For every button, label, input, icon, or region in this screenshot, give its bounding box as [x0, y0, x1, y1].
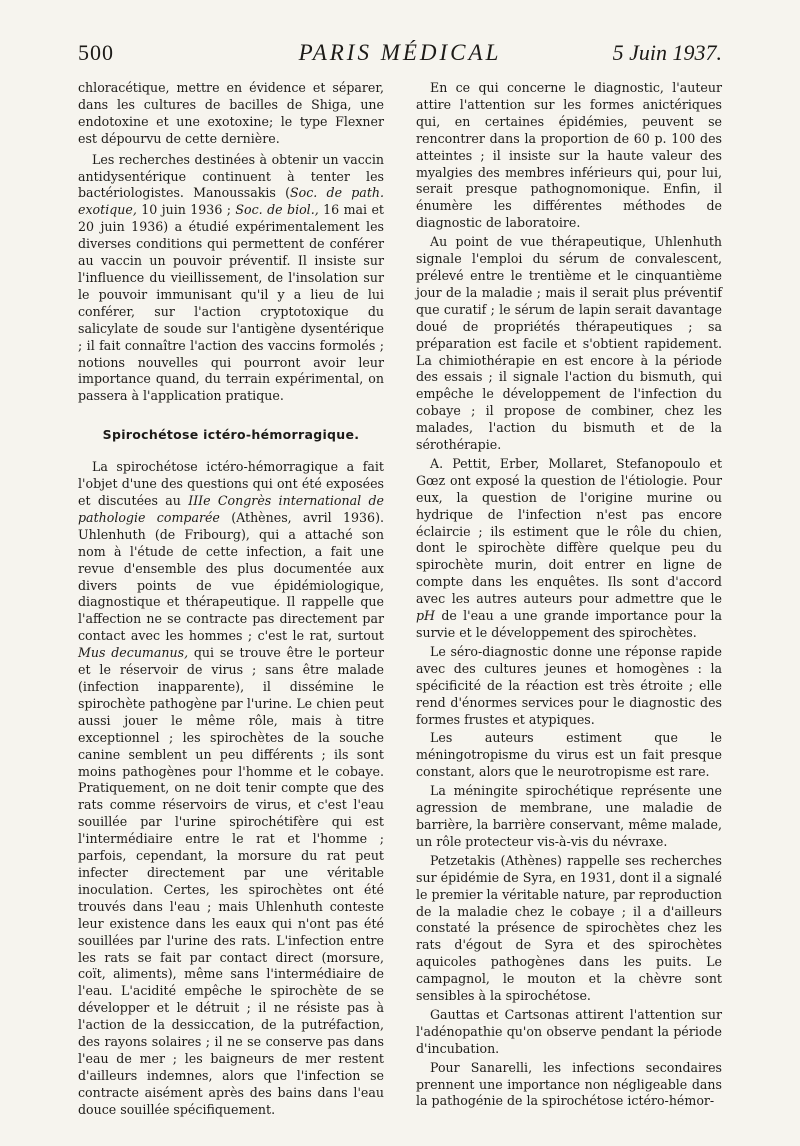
left-paragraph-1: chloracétique, mettre en évidence et séparer, dans les cultures de bacilles de Shiga, une endotoxine et une exotoxine; le type Flexner est dépourvu de cette dernière.: [78, 80, 384, 146]
section-heading: Spirochétose ictéro-hémorragique.: [102, 427, 360, 443]
page-number: 500: [78, 40, 114, 65]
right-paragraph-3: A. Pettit, Erber, Mollaret, Stefanopoulo et Gœz ont exposé la question de l'étiologie. Pour eux, la question de l'origine murine ou hydrique de l'infection n'est pas encore éclaircie ; ils estiment que le rôle du chien, dont le spirochète diffère quelque peu du spirochète murin, doit entrer en ligne de compte dans les enquêtes. Ils sont d'accord avec les autres auteurs pour admettre que le pH de l'eau a une grande importance pour la survie et le développement des spirochètes.: [416, 455, 722, 640]
right-paragraph-1: En ce qui concerne le diagnostic, l'auteur attire l'attention sur les formes anictériques qui, en certaines épidémies, peuvent se rencontrer dans la proportion de 60 p. 100 des atteintes ; il insiste sur la haute valeur des myalgies des membres inférieurs qui, pour lui, serait presque pathognomonique. Enfin, il énumère les différentes méthodes de diagnostic de laboratoire.: [416, 80, 722, 231]
left-column: [78, 80, 384, 1119]
right-paragraph-5: Les auteurs estiment que le méningotropisme du virus est un fait presque constant, alors que le neurotropisme est rare.: [416, 730, 722, 780]
journal-title: PARIS MÉDICAL: [298, 40, 502, 65]
left-paragraph-3: La spirochétose ictéro-hémorragique a fait l'objet d'une des questions qui ont été exposées et discutées au IIIe Congrès international de pathologie comparée (Athènes, avril 1936). Uhlenhuth (de Fribourg), qui a attaché son nom à l'étude de cette infection, a fait une revue d'ensemble des plus documentée aux divers points de vue épidémiologique, diagnostique et thérapeutique. Il rappelle que l'affection ne se contracte pas directement par contact avec les hommes ; c'est le rat, surtout Mus decumanus, qui se trouve être le porteur et le réservoir de virus ; sans être malade (infection inapparente), il dissémine le spirochète pathogène par l'urine. Le chien peut aussi jouer le même rôle, mais à titre exceptionnel ; les spirochètes de la souche canine semblent un peu différents ; ils sont moins pathogènes pour l'homme et le cobaye. Pratiquement, on ne doit tenir compte que des rats comme réservoirs de virus, et c'est l'eau souillée par l'urine spirochétifère qui est l'intermédiaire entre le rat et l'homme ; parfois, cependant, la morsure du rat peut infecter directement par une véritable inoculation. Certes, les spirochètes ont été trouvés dans l'eau ; mais Uhlenhuth conteste leur existence dans les eaux qui n'ont pas été souillées par l'urine des rats. L'infection entre les rats se fait par contact direct (morsure, coït, aliments), même sans l'intermédiaire de l'eau. L'acidité empêche le spirochète de se développer et le détruit ; il ne résiste pas à l'action de la dessiccation, de la putréfaction, des rayons solaires ; il ne se conserve pas dans l'eau de mer ; les baigneurs de mer restent d'ailleurs indemnes, alors que l'infection se contracte aisément après des bains dans l'eau douce souillée spécifiquement.: [78, 459, 384, 1117]
right-paragraph-7: Petzetakis (Athènes) rappelle ses recherches sur épidémie de Syra, en 1931, dont il a signalé le premier la véritable nature, par reproduction de la maladie chez le cobaye ; il a d'ailleurs constaté la présence de spirochètes chez les rats d'égout de Syra et des spirochètes aquicoles pathogènes dans les puits. Le campagnol, le mouton et la chèvre sont sensibles à la spirochétose.: [416, 852, 722, 1004]
right-paragraph-2: Au point de vue thérapeutique, Uhlenhuth signale l'emploi du sérum de convalescent, prélevé entre le trentième et le cinquantième jour de la maladie ; mais il serait plus préventif que curatif ; le sérum de lapin serait davantage doué de propriétés thérapeutiques ; sa préparation est facile et s'obtient rapidement. La chimiothérapie en est encore à la période des essais ; il signale l'action du bismuth, qui empêche le développement de l'infection du cobaye ; il propose de combiner, chez les malades, l'action du bismuth et de la sérothérapie.: [416, 234, 722, 453]
right-column: [416, 80, 722, 1110]
page-header: [78, 40, 722, 80]
left-paragraph-2: Les recherches destinées à obtenir un vaccin antidysentérique continuent à tenter les bactériologistes. Manoussakis (Soc. de path. exotique, 10 juin 1936 ; Soc. de biol., 16 mai et 20 juin 1936) a étudié expérimentalement les diverses conditions qui permettent de conférer au vaccin un pouvoir préventif. Il insiste sur l'influence du vieillissement, de l'insolation sur le pouvoir immunisant qu'il y a lieu de lui conférer, sur l'action cryptotoxique du salicylate de soude sur l'antigène dysentérique ; il fait connaître l'action des vaccins formolés ; notions nouvelles qui pourront avoir leur importance quand, du terrain expérimental, on passera à l'application pratique.: [78, 151, 384, 404]
right-paragraph-8: Gauttas et Cartsonas attirent l'attention sur l'adénopathie qu'on observe pendant la période d'incubation.: [416, 1006, 722, 1056]
issue-date: 5 Juin 1937.: [612, 40, 722, 65]
right-paragraph-6: La méningite spirochétique représente une agression de membrane, une maladie de barrière, la barrière conservant, même malade, un rôle protecteur vis-à-vis du névraxe.: [416, 783, 722, 849]
right-paragraph-4: Le séro-diagnostic donne une réponse rapide avec des cultures jeunes et homogènes : la spécificité de la réaction est très étroite ; elle rend d'énormes services pour le diagnostic des formes frustes et atypiques.: [416, 643, 722, 727]
right-paragraph-9: Pour Sanarelli, les infections secondaires prennent une importance non négligeable dans la pathogénie de la spirochétose ictéro-hémor-: [416, 1059, 722, 1109]
